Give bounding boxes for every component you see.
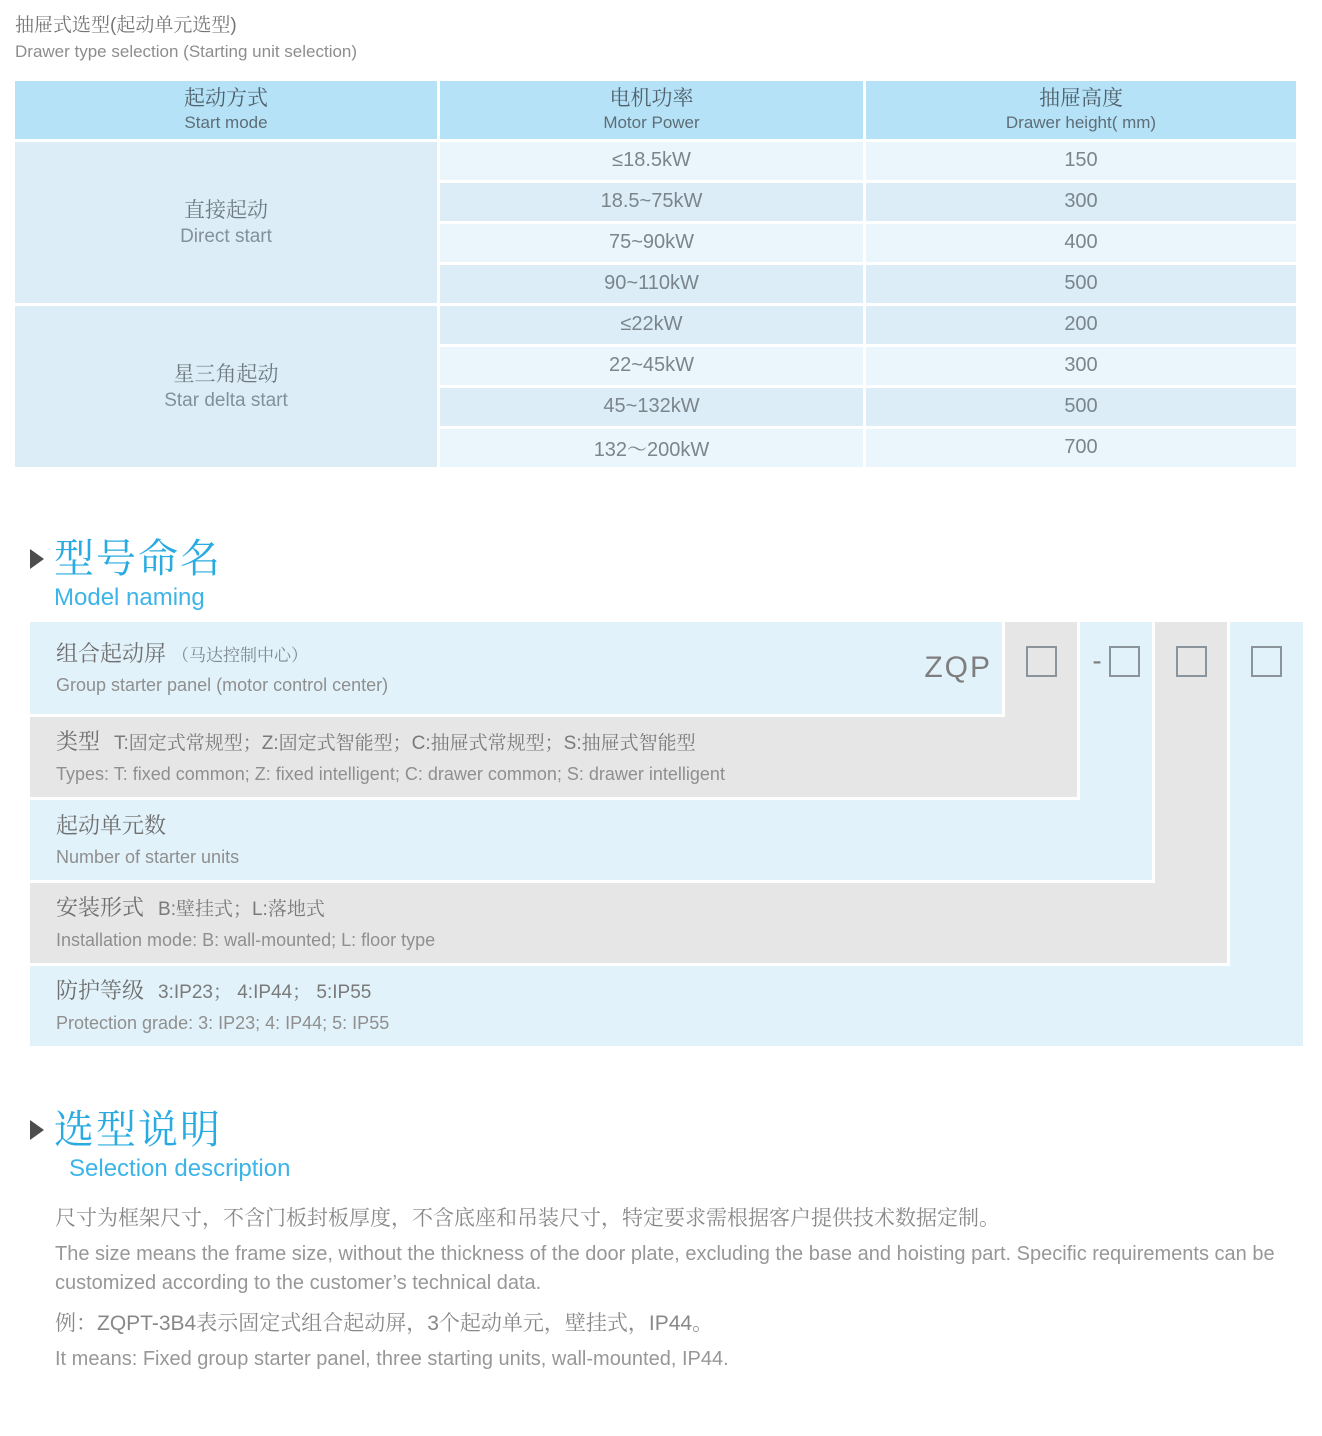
triangle-bullet-icon [30, 1120, 44, 1140]
table-header-motor-power [440, 81, 863, 139]
table-cell-power [440, 388, 863, 426]
row-label-en: Group starter panel (motor control center) [56, 675, 389, 695]
table-cell-power [440, 347, 863, 385]
row-label-zh: 起动单元数 [56, 812, 167, 838]
power-value: 132～200kW [593, 439, 710, 462]
start-mode-cell-direct-start [15, 142, 437, 303]
model-code-box-4 [1251, 646, 1282, 677]
table-header-drawer-height [866, 81, 1296, 139]
description-example-zh: 例：ZQPT-3B4表示固定式组合起动屏，3个起动单元，壁挂式，IP44。 [55, 1312, 714, 1336]
table-cell-height [866, 265, 1296, 303]
section-title-zh: 选型说明 [54, 1107, 222, 1152]
table-cell-height [866, 183, 1296, 221]
naming-row-protection-grade [30, 966, 1303, 1046]
table-cell-height [866, 388, 1296, 426]
table-cell-power [440, 224, 863, 262]
model-code-box-2 [1109, 646, 1140, 677]
table-cell-power [440, 183, 863, 221]
table-header-start-mode [15, 81, 437, 139]
power-value: 45~132kW [603, 395, 700, 418]
power-value: 75~90kW [608, 231, 695, 254]
height-value: 150 [1064, 149, 1098, 172]
table-cell-height [866, 142, 1296, 180]
selection-description-body [55, 1205, 1307, 1375]
height-value: 300 [1064, 354, 1098, 377]
page-title-en: Drawer type selection (Starting unit selection) [15, 41, 358, 61]
table-cell-height [866, 224, 1296, 262]
header-label-en: Drawer height( mm) [1005, 113, 1157, 133]
code-column-protection [1230, 622, 1303, 966]
row-label-en: Number of starter units [56, 847, 240, 867]
model-code-box-1 [1026, 646, 1057, 677]
row-label-en: Protection grade: 3: IP23; 4: IP44; 5: IP55 [56, 1013, 390, 1034]
table-cell-power [440, 306, 863, 344]
code-column-starter-units [1080, 622, 1152, 800]
row-label-zh: 类型 T:固定式常规型；Z:固定式智能型；C:抽屉式常规型；S:抽屉式智能型 [56, 729, 696, 755]
table-cell-power [440, 265, 863, 303]
start-mode-cell-star-delta [15, 306, 437, 467]
drawer-selection-table [15, 81, 1293, 467]
model-naming-diagram [30, 622, 1303, 1046]
triangle-bullet-icon [30, 549, 44, 569]
mode-label-zh: 直接起动 [184, 198, 268, 222]
section-title-zh: 型号命名 [54, 536, 222, 581]
table-cell-height [866, 347, 1296, 385]
header-label-en: Motor Power [603, 113, 700, 133]
power-value: 22~45kW [608, 354, 695, 377]
table-cell-power [440, 142, 863, 180]
header-label-zh: 起动方式 [184, 87, 268, 111]
height-value: 700 [1064, 436, 1098, 459]
power-value: 90~110kW [604, 272, 699, 295]
model-naming-heading [30, 537, 1306, 612]
model-code-box-3 [1176, 646, 1207, 677]
page-title-zh: 抽屉式选型(起动单元选型) [15, 15, 237, 36]
row-label-zh: 安装形式 B:壁挂式；L:落地式 [56, 895, 325, 921]
description-example-en: It means: Fixed group starter panel, three starting units, wall-mounted, IP44. [55, 1348, 729, 1371]
mode-label-en: Star delta start [164, 389, 288, 411]
height-value: 500 [1064, 395, 1098, 418]
section-title-en: Model naming [54, 583, 205, 611]
description-note-zh: 尺寸为框架尺寸，不含门板封板厚度，不含底座和吊装尺寸，特定要求需根据客户提供技术数据定制。 [55, 1206, 1000, 1230]
table-cell-height [866, 429, 1296, 467]
mode-label-zh: 星三角起动 [173, 362, 279, 386]
naming-row-group-starter-panel [30, 622, 1002, 714]
naming-row-starter-units [30, 800, 1152, 880]
height-value: 200 [1064, 313, 1098, 336]
naming-row-type [30, 717, 1077, 797]
table-cell-power [440, 429, 863, 467]
power-value: ≤18.5kW [612, 149, 691, 172]
header-label-zh: 电机功率 [609, 87, 694, 111]
description-note-en: The size means the frame size, without the thickness of the door plate, excluding the base and hoisting part. Specific requirements can be customized according to the customer’s technical data. [55, 1243, 1275, 1295]
model-code-dash: - [1092, 644, 1102, 676]
selection-description-heading [30, 1108, 1306, 1183]
header-label-zh: 抽屉高度 [1039, 87, 1123, 111]
table-cell-height [866, 306, 1296, 344]
power-value: 18.5~75kW [600, 190, 703, 213]
code-column-installation [1155, 622, 1227, 883]
naming-row-installation-mode [30, 883, 1227, 963]
height-value: 400 [1064, 231, 1098, 254]
section-title-en: Selection description [69, 1154, 291, 1182]
header-label-en: Start mode [184, 113, 268, 133]
code-column-type [1005, 622, 1077, 717]
power-value: ≤22kW [620, 313, 683, 336]
row-label-en: Types: T: fixed common; Z: fixed intelligent; C: drawer common; S: drawer intelligent [56, 764, 725, 785]
model-code-prefix: ZQP [924, 650, 992, 684]
row-label-en: Installation mode: B: wall-mounted; L: floor type [56, 930, 436, 951]
height-value: 500 [1064, 272, 1098, 295]
row-label-zh: 组合起动屏 （马达控制中心） [56, 640, 309, 666]
mode-label-en: Direct start [180, 225, 272, 247]
row-label-zh: 防护等级 3:IP23； 4:IP44； 5:IP55 [56, 978, 372, 1004]
height-value: 300 [1064, 190, 1098, 213]
